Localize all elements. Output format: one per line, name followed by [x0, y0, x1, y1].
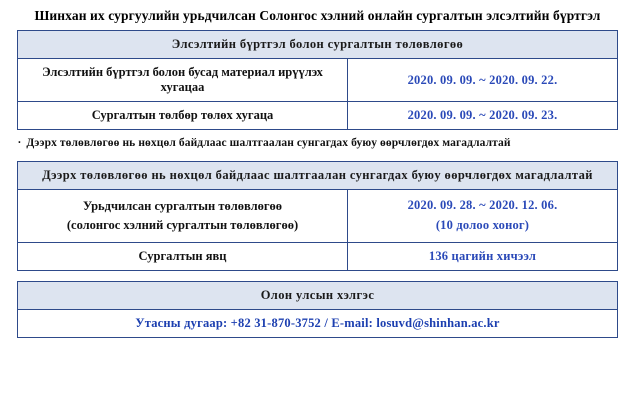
table2-row0-label [18, 190, 348, 243]
table-row [18, 31, 618, 59]
note-bullet: · [17, 137, 22, 149]
contact-info: Утасны дугаар: +82 31-870-3752 / E-mail: losuvd@shinhan.ac.kr [18, 309, 618, 337]
table3-header: Олон улсын хэлгэс [18, 281, 618, 309]
table2-row0-label-line1: Урьдчилсан сургалтын төлөвлөгөө [82, 198, 283, 213]
table-row [18, 102, 618, 130]
table-row [18, 190, 618, 243]
table2-row0-value-line2: (10 долоо хоног) [435, 218, 530, 233]
table1-row0-value: 2020. 09. 09. ~ 2020. 09. 22. [348, 59, 618, 102]
table2-row1-label: Сургалтын явц [18, 242, 348, 270]
table2-row0-value [348, 190, 618, 243]
table2-header: Дээрх төлөвлөгөө нь нөхцөл байдлаас шалтгаалан сунгагдах буюу өөрчлөгдөх магадлалтай [18, 162, 618, 190]
table1-row0-label: Элсэлтийн бүртгэл болон бусад материал ирүүлэх хугацаа [18, 59, 348, 102]
table-row [18, 242, 618, 270]
table2-row0-label-line2: (солонгос хэлний сургалтын төлөвлөгөө) [66, 217, 299, 232]
admission-schedule-table [17, 30, 618, 130]
table2-row0-value-line1: 2020. 09. 28. ~ 2020. 12. 06. [407, 198, 558, 212]
note-text: Дээрх төлөвлөгөө нь нөхцөл байдлаас шалтгаалан сунгагдах буюу өөрчлөгдөх магадлалтай [26, 137, 511, 149]
table1-row1-label: Сургалтын төлбөр төлөх хугаца [18, 102, 348, 130]
table-row [18, 281, 618, 309]
course-plan-table [17, 161, 618, 271]
table1-row1-value: 2020. 09. 09. ~ 2020. 09. 23. [348, 102, 618, 130]
table1-header: Элсэлтийн бүртгэл болон сургалтын төлөвлөгөө [18, 31, 618, 59]
table-row [18, 59, 618, 102]
table-row [18, 309, 618, 337]
contact-table [17, 281, 618, 338]
table-row [18, 162, 618, 190]
page-title: Шинхан их сургуулийн урьдчилсан Солонгос хэлний онлайн сургалтын элсэлтийн бүртгэл [34, 8, 601, 23]
table2-row1-value: 136 цагийн хичээл [348, 242, 618, 270]
schedule-note [18, 137, 618, 149]
